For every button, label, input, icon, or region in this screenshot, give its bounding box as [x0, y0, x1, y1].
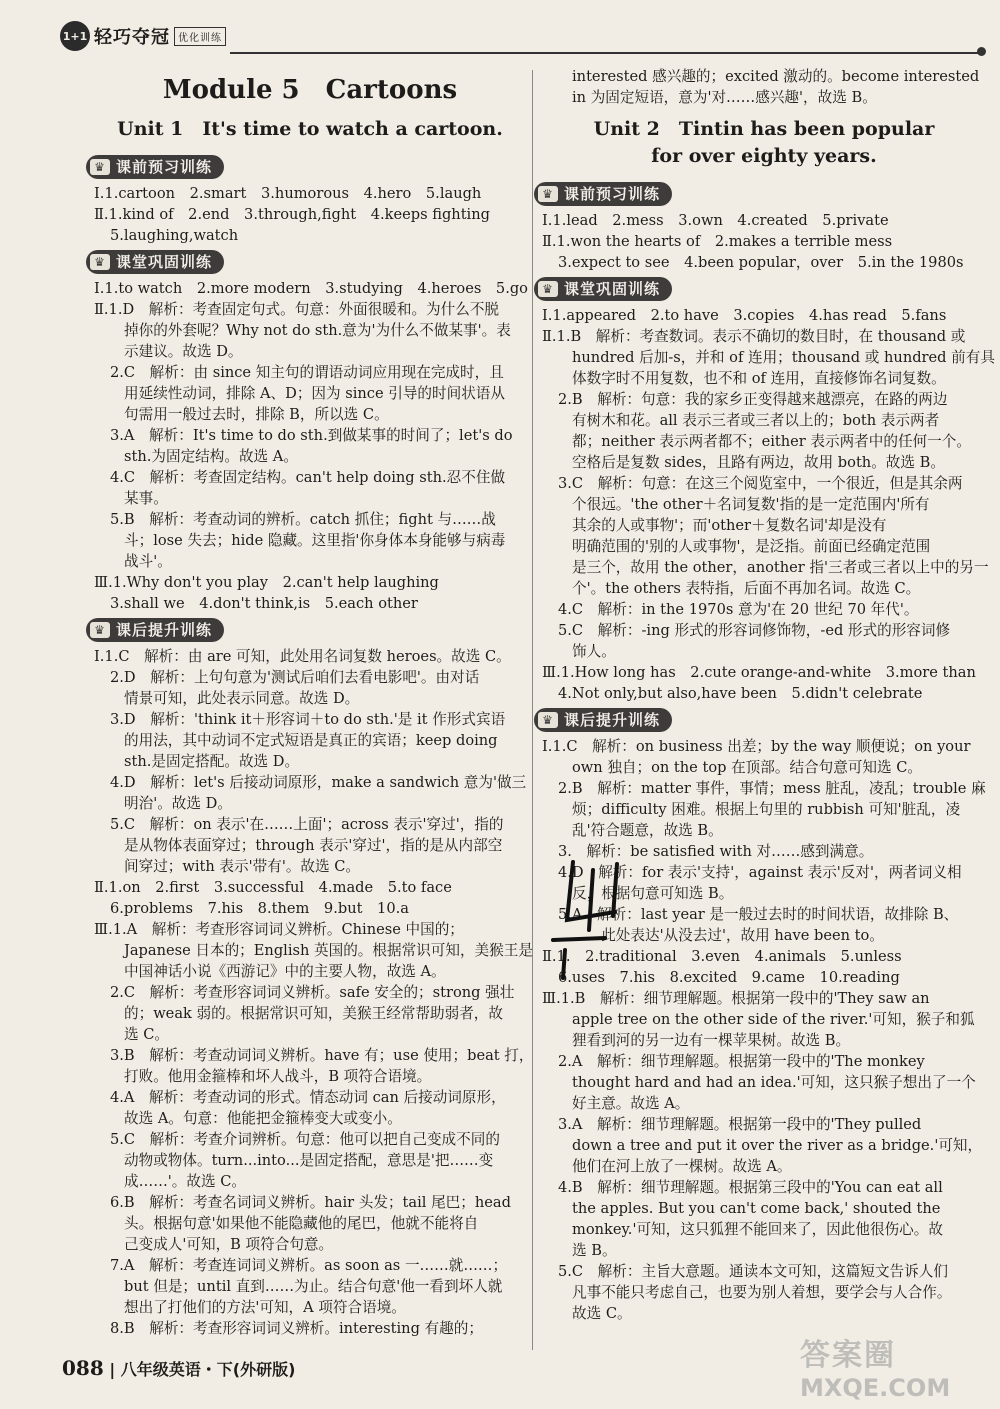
- section-header-preview: [86, 155, 224, 179]
- answer-line: 头。根据句意'如果他不能隐藏他的尾巴，他就不能将自: [124, 1215, 479, 1232]
- answer-line: 好主意。故选 A。: [572, 1095, 690, 1112]
- crown-icon: ♛: [90, 254, 110, 270]
- answer-line: monkey.'可知，这只狐狸不能回来了，因此他很伤心。故: [572, 1221, 943, 1238]
- answer-line: 选 C。: [124, 1026, 169, 1043]
- answer-line: 掉你的外套呢？Why not do sth.意为'为什么不做某事'。表: [124, 322, 511, 339]
- answer-line: 此处表达'从没去过'，故用 have been to。: [572, 927, 884, 944]
- answer-line: Ⅰ.1.C 解析：由 are 可知，此处用名词复数 heroes。故选 C。: [94, 648, 511, 665]
- answer-line: Ⅱ.1. 2.traditional 3.even 4.animals 5.unless: [542, 948, 902, 965]
- answer-line: 中国神话小说《西游记》中的主要人物，故选 A。: [124, 963, 446, 980]
- continued-answers: [550, 66, 978, 108]
- section-label: 课后提升训练: [564, 710, 661, 729]
- answer-line: Ⅰ.1.appeared 2.to have 3.copies 4.has read 5.fans: [542, 307, 947, 324]
- answer-line: 战斗'。: [124, 553, 172, 570]
- answer-line: 其余的人或事物'；而'other＋复数名词'却是没有: [572, 517, 887, 534]
- answer-line: 4.D 解析：let's 后接动词原形，make a sandwich 意为'做三: [110, 774, 527, 791]
- answer-line: 3. 解析：be satisfied with 对……感到满意。: [558, 843, 874, 860]
- answer-line: 是三个，故用 the other，another 指'三者或三者以上中的另一: [572, 559, 989, 576]
- crown-icon: ♛: [90, 622, 110, 638]
- answer-line: 乱'符合题意，故选 B。: [572, 822, 723, 839]
- series-name: 优化训练: [174, 27, 226, 46]
- header-rule-dot: [977, 47, 986, 56]
- classroom-answers: [542, 305, 995, 704]
- answer-line: 2.A 解析：细节理解题。根据第一段中的'The monkey: [558, 1053, 925, 1070]
- answer-line: 反，根据句意可知选 B。: [572, 885, 734, 902]
- crown-icon: ♛: [538, 281, 558, 297]
- page-number: 088: [62, 1356, 104, 1380]
- answer-line: 打败。他用金箍棒和坏人战斗，B 项符合语境。: [124, 1068, 432, 1085]
- answer-line: 凡事不能只考虑自己，也要为别人着想，要学会与人合作。: [572, 1284, 952, 1301]
- handwritten-mark: [545, 860, 645, 980]
- watermark-url: MXQE.COM: [800, 1374, 951, 1402]
- answer-line: hundred 后加-s，并和 of 连用；thousand 或 hundred 前有具: [572, 349, 995, 366]
- answer-line: 狸看到河的另一边有一棵苹果树。故选 B。: [572, 1032, 851, 1049]
- classroom-answers: [94, 278, 528, 614]
- section-header-classroom: [86, 250, 224, 274]
- answer-line: 7.A 解析：考查连词词义辨析。as soon as 一……就……；: [110, 1257, 508, 1274]
- after-class-answers: [542, 736, 986, 1324]
- answer-line: thought hard and had an idea.'可知，这只猴子想出了一个: [572, 1074, 976, 1091]
- unit1-title: Unit 1 It's time to watch a cartoon.: [117, 118, 503, 140]
- answer-line: Ⅲ.1.A 解析：考查形容词词义辨析。Chinese 中国的；: [94, 921, 464, 938]
- answer-line: interested 感兴趣的；excited 激动的。become interested: [572, 68, 980, 85]
- answer-line: 他们在河上放了一棵树。故选 A。: [572, 1158, 792, 1175]
- crown-icon: ♛: [538, 186, 558, 202]
- answer-line: 3.C 解析：句意：在这三个阅览室中，一个很近，但是其余两: [558, 475, 963, 492]
- answer-line: 情景可知，此处表示同意。故选 D。: [124, 690, 360, 707]
- answer-line: 示建议。故选 D。: [124, 343, 243, 360]
- answer-line: 的；weak 弱的。根据常识可知，美猴王经常帮助弱者，故: [124, 1005, 503, 1022]
- module-title: Module 5 Cartoons: [162, 75, 458, 105]
- answer-line: 5.C 解析：考查介词辨析。句意：他可以把自己变成不同的: [110, 1131, 500, 1148]
- section-header-classroom: [534, 277, 672, 301]
- header-rule: [230, 52, 980, 54]
- answer-line: 3.shall we 4.don't think,is 5.each other: [110, 595, 418, 612]
- section-label: 课前预习训练: [564, 184, 661, 203]
- answer-line: 4.D 解析：for 表示'支持'，against 表示'反对'，两者词义相: [558, 864, 962, 881]
- section-header-preview: [534, 182, 672, 206]
- answer-line: 体数字时不用复数，也不和 of 连用，直接修饰名词复数。: [572, 370, 946, 387]
- answer-line: 故选 C。: [572, 1305, 632, 1322]
- answer-line: 己变成人'可知，B 项符合句意。: [124, 1236, 334, 1253]
- answer-line: 句需用一般过去时，排除 B，所以选 C。: [124, 406, 389, 423]
- answer-line: 3.D 解析：'think it＋形容词＋to do sth.'是 it 作形式宾语: [110, 711, 506, 728]
- answer-line: 用延续性动词，排除 A、D；因为 since 引导的时间状语从: [124, 385, 505, 402]
- brand-logo: [60, 20, 226, 52]
- answer-line: sth.是固定搭配。故选 D。: [124, 753, 300, 770]
- answer-line: 某事。: [124, 490, 168, 507]
- answer-line: Ⅱ.1.D 解析：考查固定句式。句意：外面很暖和。为什么不脱: [94, 301, 500, 318]
- answer-line: 2.C 解析：由 since 知主句的谓语动词应用现在完成时，且: [110, 364, 504, 381]
- answer-line: Ⅱ.1.won the hearts of 2.makes a terrible mess: [542, 233, 893, 250]
- answer-line: 6.uses 7.his 8.excited 9.came 10.reading: [558, 969, 900, 986]
- answer-line: sth.为固定结构。故选 A。: [124, 448, 298, 465]
- section-label: 课堂巩固训练: [116, 252, 213, 271]
- answer-line: Ⅰ.1.to watch 2.more modern 3.studying 4.heroes 5.go: [94, 280, 528, 297]
- answer-line: Ⅱ.1.B 解析：考查数词。表示不确切的数目时，在 thousand 或: [542, 328, 966, 345]
- answer-line: Ⅲ.1.Why don't you play 2.can't help laughing: [94, 574, 439, 591]
- answer-line: Ⅲ.1.How long has 2.cute orange-and-white 3.more than: [542, 664, 976, 681]
- answer-line: but 但是；until 直到……为止。结合句意'他一看到坏人就: [124, 1278, 503, 1295]
- answer-line: 3.A 解析：细节理解题。根据第一段中的'They pulled: [558, 1116, 922, 1133]
- answer-line: Ⅰ.1.C 解析：on business 出差；by the way 顺便说；on your: [542, 738, 971, 755]
- answer-line: 都；neither 表示两者都不；either 表示两者中的任何一个。: [572, 433, 971, 450]
- answer-line: 饰人。: [572, 643, 616, 660]
- answer-line: in 为固定短语，意为'对……感兴趣'，故选 B。: [572, 89, 877, 106]
- answer-line: 个'。the others 表特指，后面不再加名词。故选 C。: [572, 580, 921, 597]
- page-header: [60, 18, 980, 58]
- left-column: [94, 66, 534, 1339]
- section-header-after-class: [86, 618, 224, 642]
- crown-icon: ♛: [90, 159, 110, 175]
- answer-line: Ⅱ.1.on 2.first 3.successful 4.made 5.to face: [94, 879, 452, 896]
- footer-separator: |: [109, 1360, 116, 1379]
- answer-line: 6.problems 7.his 8.them 9.but 10.a: [110, 900, 409, 917]
- watermark: [800, 1330, 990, 1400]
- answer-line: 5.A 解析：last year 是一般过去时的时间状语，故排除 B、: [558, 906, 959, 923]
- answer-line: 烦；difficulty 困难。根据上句里的 rubbish 可知'脏乱，凌: [572, 801, 961, 818]
- answer-line: the apples. But you can't come back,' shouted the: [572, 1200, 941, 1217]
- preview-answers: [542, 210, 978, 273]
- answer-line: Japanese 日本的；English 英国的。根据常识可知，美猴王是: [124, 942, 533, 959]
- answer-line: 2.D 解析：上句句意为'测试后咱们去看电影吧'。由对话: [110, 669, 480, 686]
- answer-line: 5.laughing,watch: [110, 227, 239, 244]
- unit2-title-line2: for over eighty years.: [651, 145, 877, 167]
- answer-line: 5.B 解析：考查动词的辨析。catch 抓住；fight 与……战: [110, 511, 496, 528]
- answer-line: 的用法，其中动词不定式短语是真正的宾语；keep doing: [124, 732, 498, 749]
- answer-line: 3.A 解析：It's time to do sth.到做某事的时间了；let's do: [110, 427, 513, 444]
- brand-name: 轻巧夺冠: [94, 27, 170, 48]
- answer-line: 3.B 解析：考查动词词义辨析。have 有；use 使用；beat 打，: [110, 1047, 534, 1064]
- answer-line: 2.C 解析：考查形容词词义辨析。safe 安全的；strong 强壮: [110, 984, 515, 1001]
- answer-line: own 独自；on the top 在顶部。结合句意可知选 C。: [572, 759, 923, 776]
- book-label: 八年级英语・下(外研版): [120, 1360, 296, 1379]
- answer-line: 选 B。: [572, 1242, 617, 1259]
- section-label: 课后提升训练: [116, 620, 213, 639]
- section-label: 课前预习训练: [116, 157, 213, 176]
- answer-line: 成……'。故选 C。: [124, 1173, 246, 1190]
- answer-line: Ⅱ.1.kind of 2.end 3.through,fight 4.keeps fighting: [94, 206, 490, 223]
- page-footer: [62, 1356, 295, 1380]
- answer-line: 明确范围的'别的人或事物'，是泛指。前面已经确定范围: [572, 538, 931, 555]
- answer-line: 3.expect to see 4.been popular，over 5.in the 1980s: [558, 254, 964, 271]
- answer-line: 空格后是复数 sides，且路有两边，故用 both。故选 B。: [572, 454, 945, 471]
- answer-line: 个很远。'the other＋名词复数'指的是一定范围内'所有: [572, 496, 930, 513]
- answer-line: 4.C 解析：in the 1970s 意为'在 20 世纪 70 年代'。: [558, 601, 919, 618]
- answer-line: 想出了打他们的方法'可知，A 项符合语境。: [124, 1299, 406, 1316]
- section-header-after-class: [534, 708, 672, 732]
- answer-line: Ⅲ.1.B 解析：细节理解题。根据第一段中的'They saw an: [542, 990, 930, 1007]
- answer-line: 4.Not only,but also,have been 5.didn't celebrate: [558, 685, 923, 702]
- answer-line: 8.B 解析：考查形容词词义辨析。interesting 有趣的；: [110, 1320, 483, 1337]
- answer-line: 2.B 解析：句意：我的家乡正变得越来越漂亮，在路的两边: [558, 391, 948, 408]
- answer-line: 6.B 解析：考查名词词义辨析。hair 头发；tail 尾巴；head: [110, 1194, 511, 1211]
- unit2-title-line1: Unit 2 Tintin has been popular: [593, 118, 935, 140]
- right-column: [542, 66, 995, 1324]
- preview-answers: [94, 183, 518, 246]
- column-divider: [532, 70, 533, 1350]
- answer-line: Ⅰ.1.lead 2.mess 3.own 4.created 5.private: [542, 212, 889, 229]
- logo-mark: 1+1: [60, 21, 90, 51]
- answer-line: 2.B 解析：matter 事件，事情；mess 脏乱，凌乱；trouble 麻: [558, 780, 986, 797]
- answer-line: 4.C 解析：考查固定结构。can't help doing sth.忍不住做: [110, 469, 506, 486]
- answer-line: Ⅰ.1.cartoon 2.smart 3.humorous 4.hero 5.laugh: [94, 185, 482, 202]
- crown-icon: ♛: [538, 712, 558, 728]
- answer-line: down a tree and put it over the river as a bridge.'可知，: [572, 1137, 983, 1154]
- answer-line: 有树木和花。all 表示三者或三者以上的；both 表示两者: [572, 412, 940, 429]
- section-label: 课堂巩固训练: [564, 279, 661, 298]
- answer-line: 4.A 解析：考查动词的形式。情态动词 can 后接动词原形，: [110, 1089, 506, 1106]
- answer-line: 4.B 解析：细节理解题。根据第三段中的'You can eat all: [558, 1179, 943, 1196]
- answer-line: 5.C 解析：on 表示'在……上面'；across 表示'穿过'，指的: [110, 816, 504, 833]
- answer-line: 5.C 解析：-ing 形式的形容词修饰物，-ed 形式的形容词修: [558, 622, 951, 639]
- answer-line: 是从物体表面穿过；through 表示'穿过'，指的是从内部空: [124, 837, 503, 854]
- answer-line: 动物或物体。turn...into...是固定搭配，意思是'把……变: [124, 1152, 494, 1169]
- answer-line: 斗；lose 失去；hide 隐藏。这里指'你身体本身能够与病毒: [124, 532, 506, 549]
- answer-line: 间穿过；with 表示'带有'。故选 C。: [124, 858, 361, 875]
- answer-line: apple tree on the other side of the river.'可知，猴子和狐: [572, 1011, 975, 1028]
- answer-line: 明治'。故选 D。: [124, 795, 232, 812]
- after-class-answers: [94, 646, 534, 1339]
- answer-line: 故选 A。句意：他能把金箍棒变大或变小。: [124, 1110, 402, 1127]
- answer-line: 5.C 解析：主旨大意题。通读本文可知，这篇短文告诉人们: [558, 1263, 948, 1280]
- watermark-text: 答案圈: [800, 1338, 896, 1373]
